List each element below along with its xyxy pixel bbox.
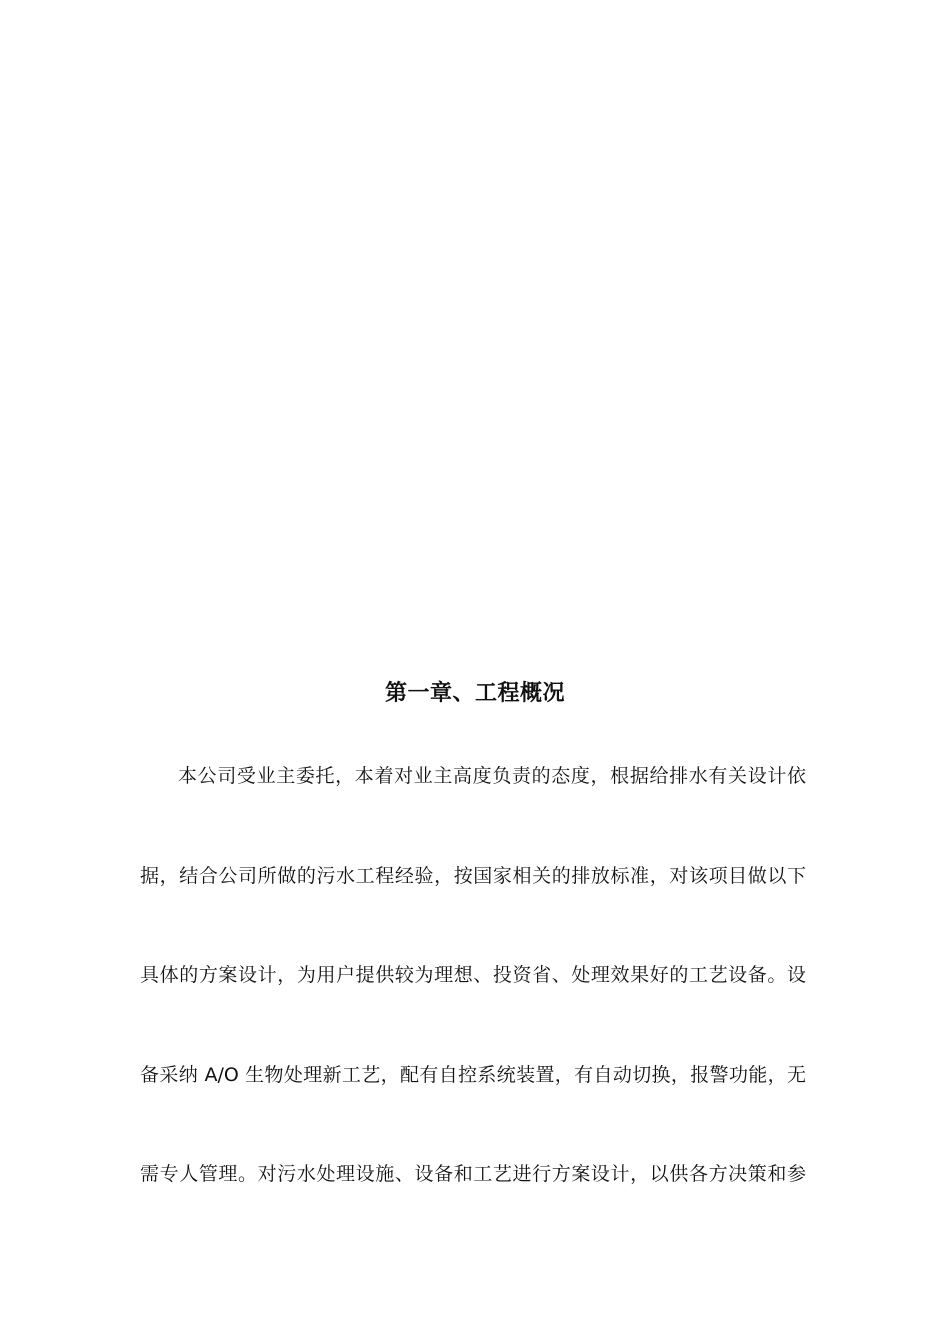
paragraph-line-1: 本公司受业主委托，本着对业主高度负责的态度，根据给排水有关设计依 xyxy=(178,765,806,787)
chapter-title: 第一章、工程概况 xyxy=(384,681,565,706)
paragraph-line-4: 备采纳 A/O 生物处理新工艺，配有自控系统装置，有自动切换，报警功能，无 xyxy=(140,1064,806,1086)
paragraph-line-2: 据，结合公司所做的污水工程经验，按国家相关的排放标准，对该项目做以下 xyxy=(140,865,806,887)
paragraph-line-5: 需专人管理。对污水处理设施、设备和工艺进行方案设计，以供各方决策和参 xyxy=(140,1163,806,1185)
paragraph-line-3: 具体的方案设计，为用户提供较为理想、投资省、处理效果好的工艺设备。设 xyxy=(140,964,806,986)
